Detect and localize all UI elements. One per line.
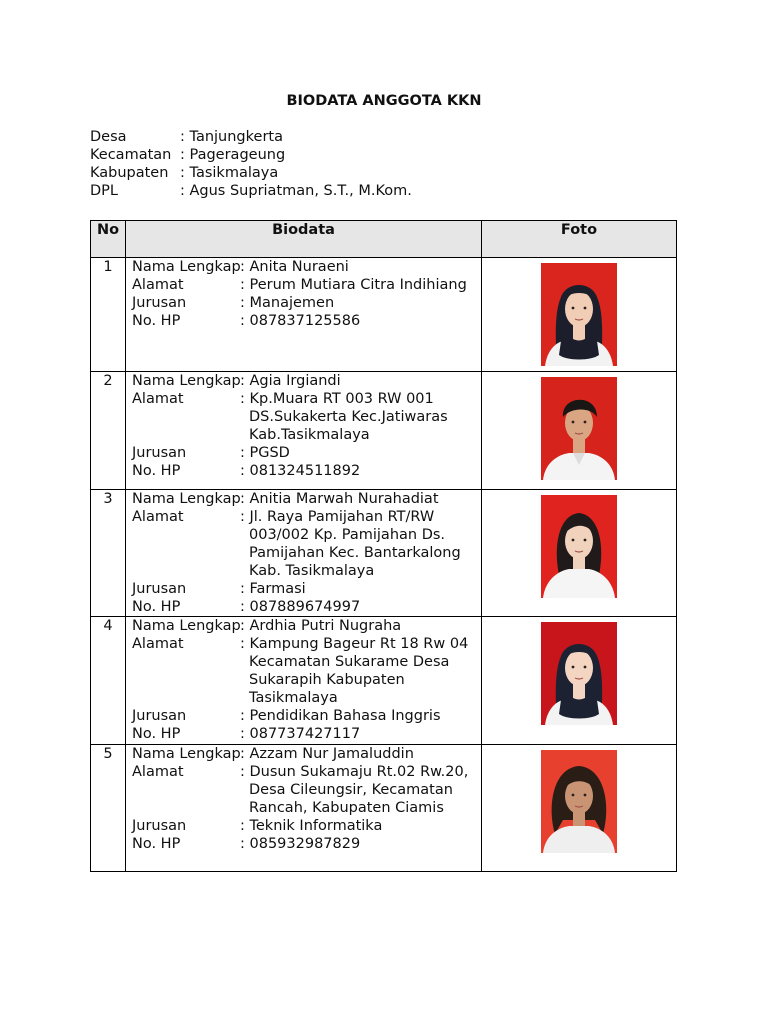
- header-value: : Tasikmalaya: [180, 165, 279, 181]
- header-row-kecamatan: [90, 146, 412, 164]
- biodata-table: [90, 220, 677, 872]
- header-value: : Pagerageung: [180, 147, 286, 163]
- row-number: 3: [91, 490, 126, 617]
- field-value: : Teknik Informatika: [240, 818, 383, 834]
- field-value: : Kampung Bageur Rt 18 Rw 04 Kecamatan Sukarame Desa Sukarapih Kabupaten Tasikmalaya: [240, 636, 469, 706]
- field-value: : Jl. Raya Pamijahan RT/RW 003/002 Kp. Pamijahan Ds. Pamijahan Kec. Bantarkalong Kab. Tasikmalaya: [240, 509, 461, 579]
- field-value: : 087889674997: [240, 599, 361, 615]
- field-alamat: [132, 276, 475, 294]
- table-row: [91, 617, 677, 745]
- photo-cell: [482, 617, 677, 745]
- field-label: No. HP: [132, 599, 181, 615]
- field-jurusan: [132, 444, 475, 462]
- field-value: : Anita Nuraeni: [240, 259, 349, 275]
- table-row: [91, 372, 677, 490]
- member-photo: [541, 377, 617, 480]
- field-label: Nama Lengkap: [132, 618, 241, 634]
- field-nama: [132, 617, 475, 635]
- header-label: DPL: [90, 183, 118, 199]
- photo-cell: [482, 372, 677, 490]
- photo-cell: [482, 745, 677, 872]
- field-label: No. HP: [132, 726, 181, 742]
- field-jurusan: [132, 707, 475, 725]
- field-alamat: [132, 635, 475, 707]
- member-photo: [541, 263, 617, 366]
- document-title: BIODATA ANGGOTA KKN: [286, 93, 482, 109]
- field-label: Nama Lengkap: [132, 373, 241, 389]
- field-label: Alamat: [132, 277, 184, 293]
- field-value: : 081324511892: [240, 463, 361, 479]
- field-value: : Agia Irgiandi: [240, 373, 341, 389]
- field-alamat: [132, 763, 475, 817]
- field-label: No. HP: [132, 463, 181, 479]
- header-label: Desa: [90, 129, 127, 145]
- row-number: 2: [91, 372, 126, 490]
- field-label: Alamat: [132, 391, 184, 407]
- biodata-cell: [126, 372, 482, 490]
- field-label: Jurusan: [132, 295, 187, 311]
- field-value: : Dusun Sukamaju Rt.02 Rw.20, Desa Cileungsir, Kecamatan Rancah, Kabupaten Ciamis: [240, 764, 469, 816]
- field-label: Alamat: [132, 764, 184, 780]
- field-hp: [132, 598, 475, 616]
- field-value: : Anitia Marwah Nurahadiat: [240, 491, 439, 507]
- field-label: Nama Lengkap: [132, 259, 241, 275]
- field-hp: [132, 725, 475, 743]
- photo-cell: [482, 490, 677, 617]
- field-label: Jurusan: [132, 708, 187, 724]
- field-hp: [132, 835, 475, 853]
- field-label: Jurusan: [132, 581, 187, 597]
- field-nama: [132, 258, 475, 276]
- table-header-row: [91, 221, 677, 258]
- field-label: Alamat: [132, 509, 184, 525]
- row-number: 5: [91, 745, 126, 872]
- header-label: Kabupaten: [90, 165, 169, 181]
- field-label: Alamat: [132, 636, 184, 652]
- member-photo: [541, 622, 617, 725]
- table-row: [91, 258, 677, 372]
- field-value: : Perum Mutiara Citra Indihiang: [240, 277, 467, 293]
- header-info: [90, 128, 412, 200]
- field-value: : 087737427117: [240, 726, 361, 742]
- field-label: No. HP: [132, 313, 181, 329]
- biodata-cell: [126, 490, 482, 617]
- field-label: Jurusan: [132, 445, 187, 461]
- header-row-dpl: [90, 182, 412, 200]
- header-value: : Agus Supriatman, S.T., M.Kom.: [180, 183, 412, 199]
- field-jurusan: [132, 580, 475, 598]
- table-row: [91, 745, 677, 872]
- field-value: : Farmasi: [240, 581, 306, 597]
- field-value: : 085932987829: [240, 836, 361, 852]
- table-row: [91, 490, 677, 617]
- row-number: 4: [91, 617, 126, 745]
- field-value: : 087837125586: [240, 313, 361, 329]
- row-number: 1: [91, 258, 126, 372]
- field-value: : PGSD: [240, 445, 290, 461]
- biodata-cell: [126, 745, 482, 872]
- header-row-desa: [90, 128, 412, 146]
- field-alamat: [132, 390, 475, 444]
- field-hp: [132, 312, 475, 330]
- field-value: : Azzam Nur Jamaluddin: [240, 746, 414, 762]
- field-label: Jurusan: [132, 818, 187, 834]
- header-no: No: [91, 221, 126, 258]
- field-jurusan: [132, 294, 475, 312]
- header-foto: Foto: [482, 221, 677, 258]
- biodata-cell: [126, 258, 482, 372]
- member-photo: [541, 495, 617, 598]
- field-label: Nama Lengkap: [132, 491, 241, 507]
- header-biodata: Biodata: [126, 221, 482, 258]
- field-value: : Manajemen: [240, 295, 335, 311]
- field-nama: [132, 745, 475, 763]
- field-nama: [132, 490, 475, 508]
- header-value: : Tanjungkerta: [180, 129, 283, 145]
- member-photo: [541, 750, 617, 853]
- field-jurusan: [132, 817, 475, 835]
- biodata-cell: [126, 617, 482, 745]
- field-alamat: [132, 508, 475, 580]
- field-label: No. HP: [132, 836, 181, 852]
- photo-cell: [482, 258, 677, 372]
- header-label: Kecamatan: [90, 147, 172, 163]
- field-label: Nama Lengkap: [132, 746, 241, 762]
- table-body: [91, 258, 677, 872]
- field-value: : Pendidikan Bahasa Inggris: [240, 708, 441, 724]
- field-value: : Ardhia Putri Nugraha: [240, 618, 402, 634]
- header-row-kabupaten: [90, 164, 412, 182]
- field-hp: [132, 462, 475, 480]
- field-value: : Kp.Muara RT 003 RW 001 DS.Sukakerta Kec.Jatiwaras Kab.Tasikmalaya: [240, 391, 448, 443]
- field-nama: [132, 372, 475, 390]
